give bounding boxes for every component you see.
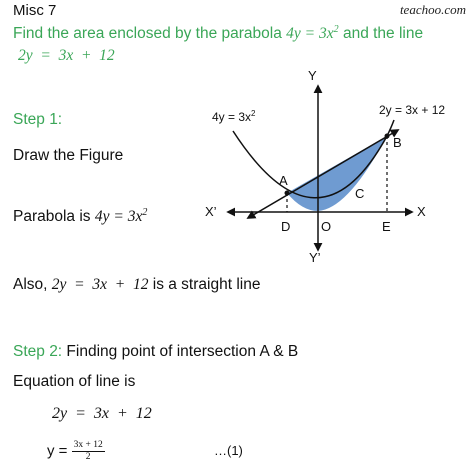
label-x: X (417, 204, 426, 219)
question-text-pre: Find the area enclosed by the parabola (13, 25, 287, 43)
step2-title-line: Step 2: Finding point of intersection A & B (13, 343, 299, 360)
also-equation: 2y = 3x + 12 (51, 276, 149, 293)
question-line-eq: 2y = 3x + 12 (18, 47, 115, 64)
label-line: 2y = 3x + 12 (379, 103, 446, 117)
label-e: E (382, 219, 391, 234)
label-y: Y (308, 68, 317, 83)
point-a (285, 191, 290, 196)
shaded-region (287, 136, 387, 211)
equation-of-line-label: Equation of line is (13, 373, 136, 390)
y-expression: y = $\frac{3x + 12}{2}$ (47, 440, 103, 462)
question-text-post: and the line (338, 25, 424, 43)
label-x-prime: X’ (205, 204, 217, 219)
parabola-equation: $4y = 3x^2$ (94, 207, 148, 226)
step2-title: Step 2: (13, 343, 63, 360)
step1-parabola-line: Parabola is $4y = 3x^2$ (13, 207, 148, 226)
label-c: C (355, 186, 365, 201)
label-parabola: $4y = 3x^2$ (212, 109, 256, 124)
label-o: O (321, 219, 332, 234)
step1-also-line: Also, 2y = 3x + 12 is a straight line (13, 276, 261, 293)
point-b (385, 134, 390, 139)
equation-ref: …(1) (214, 443, 243, 458)
label-a: A (279, 173, 288, 188)
label-b: B (393, 135, 402, 150)
question-parabola-eq: $4y = 3x^2$ (286, 24, 339, 43)
step1-draw-figure: Draw the Figure (13, 147, 124, 164)
y-fraction: $\frac{3x + 12}{2}$ (73, 440, 103, 462)
misc-heading: Misc 7 (13, 2, 57, 19)
step1-title: Step 1: (13, 111, 63, 128)
label-y-prime: Y’ (309, 250, 321, 265)
line-equation: 2y = 3x + 12 (52, 405, 152, 422)
brand-logo: teachoo.com (399, 2, 466, 17)
label-d: D (281, 219, 291, 234)
